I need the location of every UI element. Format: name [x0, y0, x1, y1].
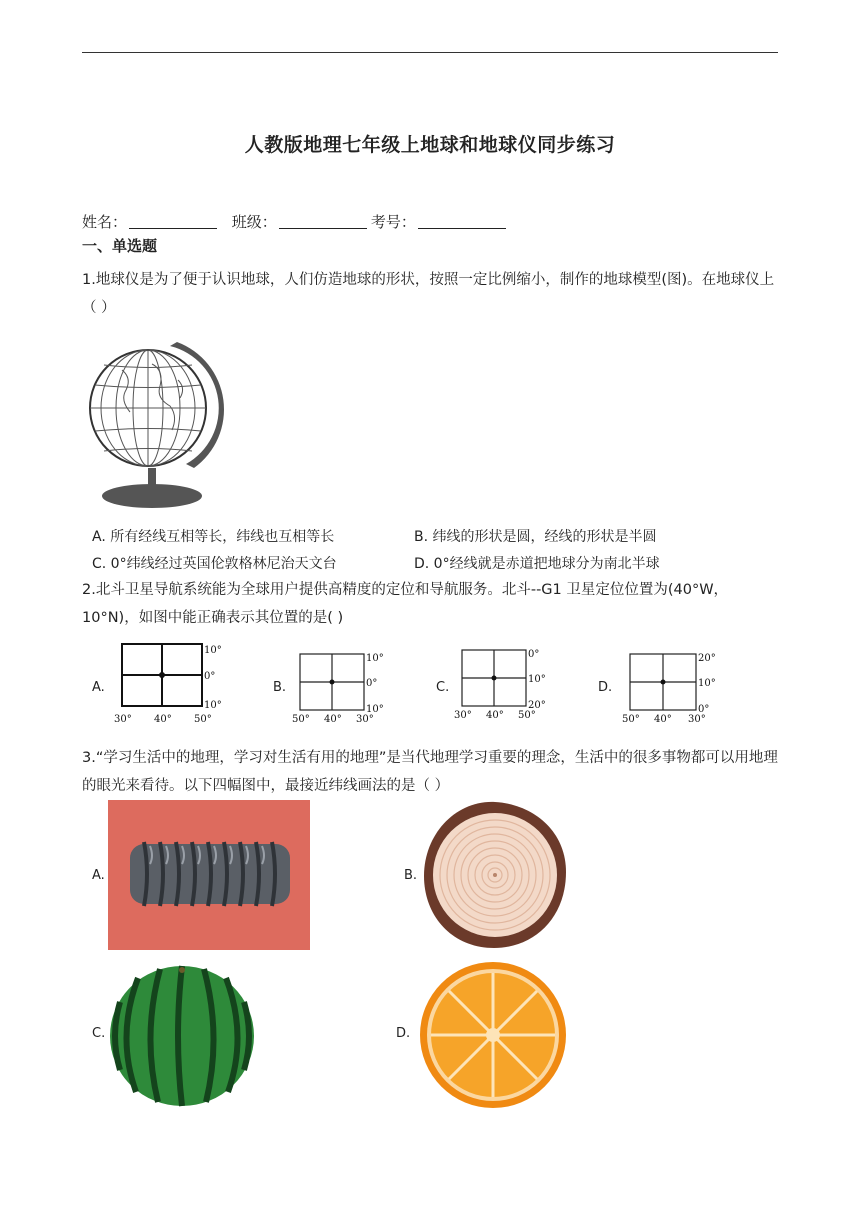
q2-grid-b[interactable] [292, 652, 382, 726]
page-title: 人教版地理七年级上地球和地球仪同步练习 [244, 134, 616, 156]
exam-label: 考号： [370, 213, 416, 231]
q3-image-a-coil-spring[interactable] [108, 800, 310, 950]
grid-a-lon-left: 30° [114, 714, 132, 725]
q1-option-d[interactable]: D. 0°经线就是赤道把地球分为南北半球 [414, 556, 660, 572]
question-1-stem: 1.地球仪是为了便于认识地球，人们仿造地球的形状，按照一定比例缩小，制作的地球模型(图)。在地球仪上（ ） [82, 272, 775, 316]
question-2-stem: 2.北斗卫星导航系统能为全球用户提供高精度的定位和导航服务。北斗--G1 卫星定位位置为(40°W，10°N)，如图中能正确表示其位置的是( ) [82, 582, 729, 626]
name-blank[interactable] [129, 214, 217, 229]
section-heading: 一、单选题 [82, 237, 158, 255]
q3-option-d-label[interactable]: D. [396, 1026, 411, 1041]
grid-d-lat-bottom: 0° [698, 704, 710, 715]
grid-a-lon-right: 50° [194, 714, 212, 725]
globe-image [82, 330, 222, 512]
grid-b-lon-left: 50° [292, 714, 310, 725]
grid-c-lat-top: 0° [528, 649, 540, 660]
grid-c-lat-mid: 10° [528, 674, 546, 685]
grid-b-lat-mid: 0° [366, 678, 378, 689]
grid-d-lon-left: 50° [622, 714, 640, 725]
grid-a-lon-mid: 40° [154, 714, 172, 725]
grid-d-lon-mid: 40° [654, 714, 672, 725]
q2-grid-d[interactable] [622, 652, 722, 726]
q3-image-b-tree-rings[interactable] [420, 800, 570, 950]
grid-d-lat-top: 20° [698, 653, 716, 664]
q2-option-c-label[interactable]: C. [436, 680, 450, 695]
grid-d-lon-right: 30° [688, 714, 706, 725]
class-label: 班级： [231, 213, 277, 231]
q1-option-b[interactable]: B. 纬线的形状是圆，经线的形状是半圆 [414, 529, 657, 545]
grid-c-lat-bottom: 20° [528, 700, 546, 711]
name-label: 姓名： [82, 213, 128, 231]
q2-grid-a[interactable] [112, 642, 222, 728]
grid-c-lon-mid: 40° [486, 710, 504, 721]
q1-option-a[interactable]: A. 所有经线互相等长，纬线也互相等长 [92, 529, 335, 545]
question-3-stem: 3.“学习生活中的地理，学习对生活有用的地理”是当代地理学习重要的理念，生活中的很多事物都可以用地理的眼光来看待。以下四幅图中，最接近纬线画法的是（ ） [82, 750, 778, 794]
q3-option-c-label[interactable]: C. [92, 1026, 106, 1041]
q3-image-c-watermelon[interactable] [108, 962, 256, 1108]
q2-option-d-label[interactable]: D. [598, 680, 613, 695]
q2-option-b-label[interactable]: B. [273, 680, 287, 695]
grid-b-lon-mid: 40° [324, 714, 342, 725]
q3-option-b-label[interactable]: B. [404, 868, 418, 883]
grid-a-lat-mid: 0° [204, 671, 216, 682]
q1-option-c[interactable]: C. 0°纬线经过英国伦敦格林尼治天文台 [92, 556, 337, 572]
q3-option-a-label[interactable]: A. [92, 868, 105, 883]
grid-c-lon-left: 30° [454, 710, 472, 721]
grid-d-lat-mid: 10° [698, 678, 716, 689]
grid-b-lon-right: 30° [356, 714, 374, 725]
grid-b-lat-bottom: 10° [366, 704, 384, 715]
grid-c-lon-right: 50° [518, 710, 536, 721]
header-rule [82, 52, 778, 53]
grid-b-lat-top: 10° [366, 653, 384, 664]
grid-a-lat-bottom: 10° [204, 700, 222, 711]
grid-a-lat-top: 10° [204, 645, 222, 656]
student-info-line [82, 211, 510, 232]
exam-blank[interactable] [418, 214, 506, 229]
class-blank[interactable] [279, 214, 367, 229]
q3-image-d-orange-slice[interactable] [418, 960, 568, 1110]
q2-option-a-label[interactable]: A. [92, 680, 105, 695]
q2-grid-c[interactable] [454, 648, 544, 722]
